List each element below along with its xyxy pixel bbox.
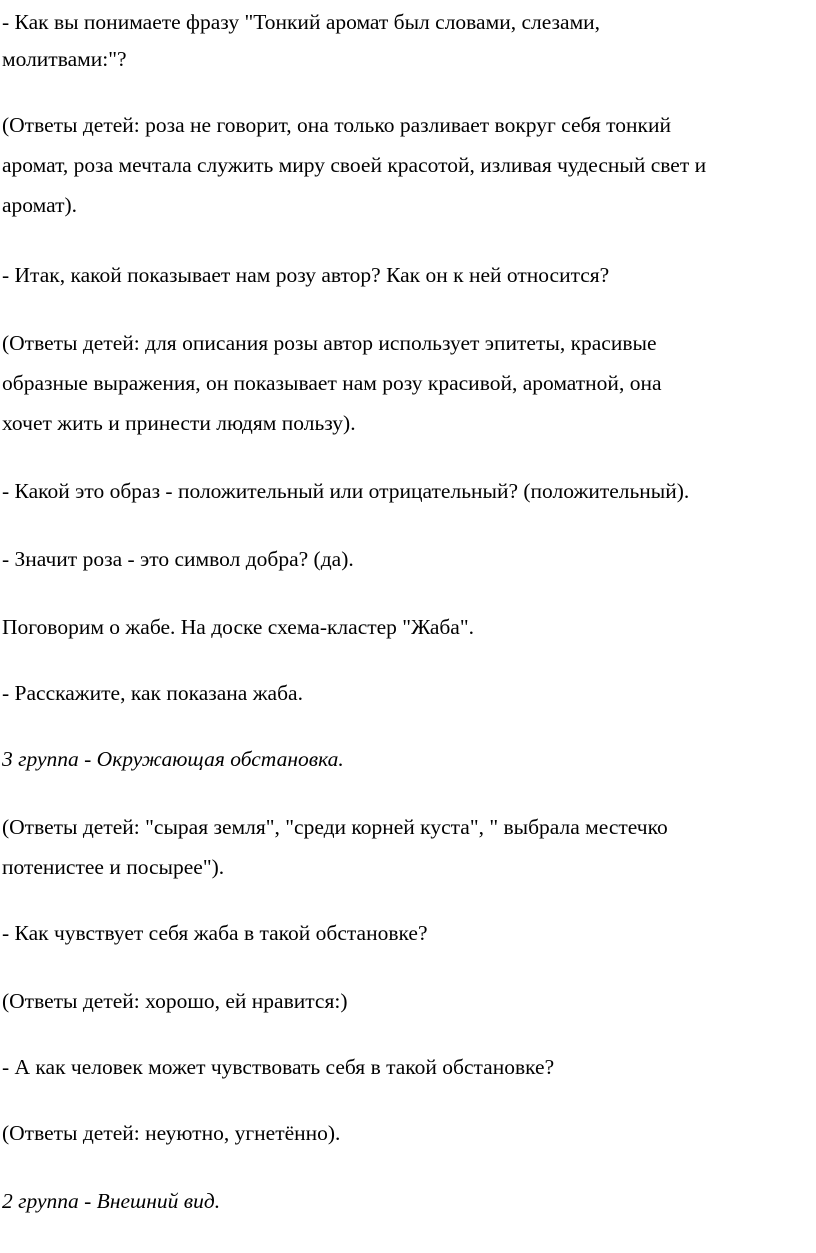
text-line: - Итак, какой показывает нам розу автор? Как он к ней относится? — [2, 263, 610, 287]
text-line: - Как чувствует себя жаба в такой обстановке? — [2, 921, 428, 945]
text-line: - Значит роза - это символ добра? (да). — [2, 547, 354, 571]
text-line: - Как вы понимаете фразу "Тонкий аромат был словами, слезами, — [2, 10, 601, 34]
text-line: Поговорим о жабе. На доске схема-кластер "Жаба". — [2, 615, 474, 639]
text-line: (Ответы детей: неуютно, угнетённо). — [2, 1121, 341, 1145]
text-line: (Ответы детей: "сырая земля", "среди корней куста", " выбрала местечко — [2, 815, 668, 839]
text-line: аромат, роза мечтала служить миру своей красотой, изливая чудесный свет и — [2, 153, 707, 177]
text-line: - Расскажите, как показана жаба. — [2, 681, 303, 705]
text-line: (Ответы детей: хорошо, ей нравится:) — [2, 989, 348, 1013]
text-line: образные выражения, он показывает нам розу красивой, ароматной, она — [2, 371, 662, 395]
text-line: аромат). — [2, 193, 78, 217]
text-line: потенистее и посырее"). — [2, 855, 225, 879]
group-heading: 3 группа - Окружающая обстановка. — [2, 747, 344, 771]
text-line: (Ответы детей: для описания розы автор использует эпитеты, красивые — [2, 331, 657, 355]
text-line: - А как человек может чувствовать себя в такой обстановке? — [2, 1055, 555, 1079]
text-line: (Ответы детей: роза не говорит, она только разливает вокруг себя тонкий — [2, 113, 672, 137]
text-line: - Какой это образ - положительный или отрицательный? (положительный). — [2, 479, 690, 503]
text-line: молитвами:"? — [2, 47, 127, 71]
group-heading: 2 группа - Внешний вид. — [2, 1189, 221, 1213]
text-line: хочет жить и принести людям пользу). — [2, 411, 356, 435]
